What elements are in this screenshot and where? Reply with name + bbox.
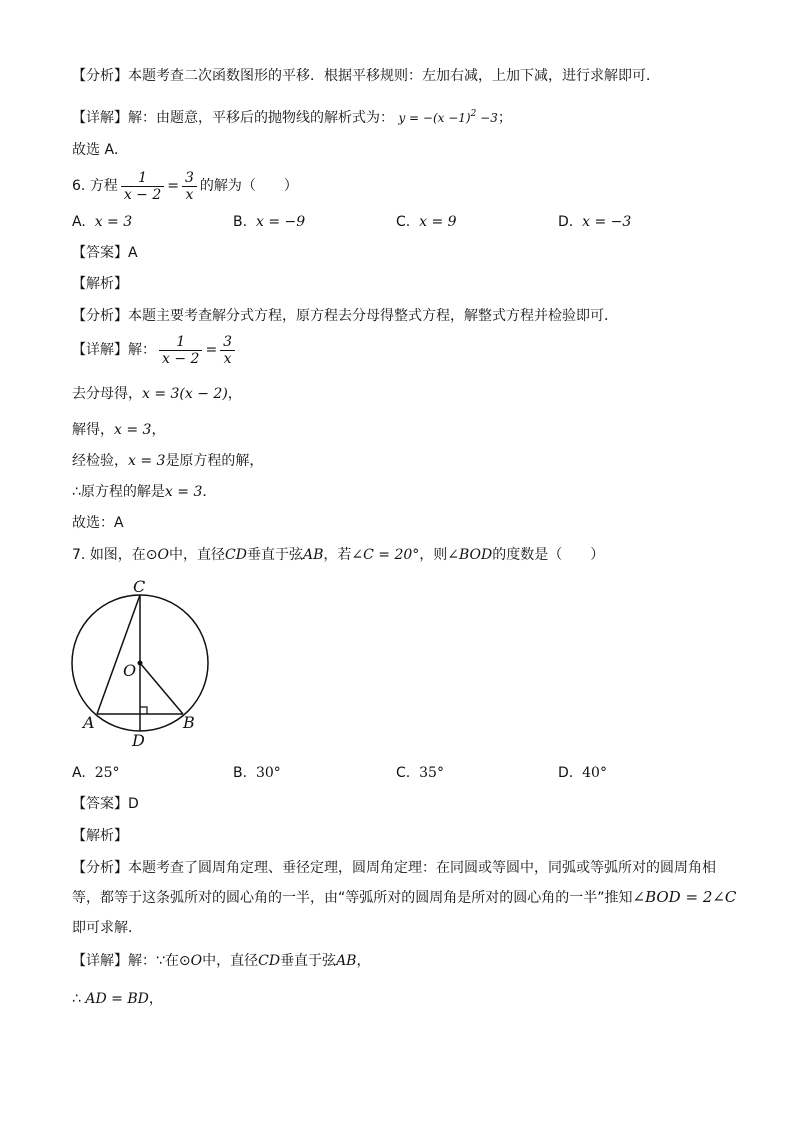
- q7-analysis-line3: 即可求解．: [72, 920, 142, 936]
- label-c: C: [133, 577, 146, 596]
- fraction-left: $\frac{1}{x - 2}$: [159, 334, 202, 367]
- fraction-left: $\frac{1}{x - 2}$: [121, 170, 164, 203]
- q6-option-d: D. x = −3: [558, 214, 632, 230]
- detail-text: 解：由题意，平移后的抛物线的解析式为：: [128, 110, 394, 126]
- q6-step2: 解得，x = 3，: [72, 422, 166, 438]
- q6-choice: 故选：A: [72, 515, 124, 531]
- stem-suffix: 的解为（ ）: [199, 178, 298, 194]
- segment-ob: [140, 663, 183, 714]
- q5-detail: [72, 104, 512, 128]
- segment-ca: [97, 595, 140, 714]
- q6-option-c: C. x = 9: [396, 214, 457, 230]
- q6-step1: 去分母得，x = 3(x − 2)，: [72, 386, 242, 402]
- q7-option-a: A. 25°: [72, 765, 120, 781]
- q5-analysis: [72, 66, 660, 86]
- label-a: A: [83, 713, 95, 732]
- q7-answer: 【答案】D: [72, 796, 139, 812]
- q7-option-b: B. 30°: [233, 765, 281, 781]
- fraction-right: $\frac{3}{x}$: [220, 334, 235, 367]
- q7-stem: 7. 如图，在⊙O中，直径CD垂直于弦AB，若∠C = 20°，则∠BOD的度数是（ ）: [72, 547, 605, 563]
- q6-option-a: A. x = 3: [72, 214, 133, 230]
- label-o: O: [123, 661, 137, 680]
- detail-end: ；: [497, 110, 512, 126]
- right-angle-mark: [140, 707, 147, 714]
- label-d: D: [132, 731, 145, 750]
- analysis-text: 本题考查二次函数图形的平移．根据平移规则：左加右减，上加下减，进行求解即可．: [128, 68, 660, 84]
- center-point: [138, 661, 143, 666]
- q6-step4: ∴原方程的解是x = 3．: [72, 484, 217, 500]
- q6-option-b: B. x = −9: [233, 214, 306, 230]
- q7-option-d: D. 40°: [558, 765, 607, 781]
- label-b: B: [183, 713, 195, 732]
- q7-explain-tag: 【解析】: [72, 828, 128, 844]
- question-number: 6.: [72, 178, 86, 194]
- q7-arc-equality: ∴ AD = BD，: [72, 991, 163, 1007]
- detail-tag: 【详解】: [72, 110, 128, 126]
- fraction-right: $\frac{3}{x}$: [182, 170, 197, 203]
- q6-answer: 【答案】A: [72, 245, 138, 261]
- analysis-tag: 【分析】: [72, 68, 128, 84]
- q6-detail: 【详解】解： $\frac{1}{x - 2}$ = $\frac{3}{x}$: [72, 332, 238, 368]
- q7-option-c: C. 35°: [396, 765, 444, 781]
- q7-analysis-line2: 等，都等于这条弧所对的圆心角的一半，由“等弧所对的圆周角是所对的圆心角的一半”推知∠BOD = 2∠C: [72, 888, 737, 906]
- q5-choice: 故选 A．: [72, 142, 129, 158]
- stem-text: 方程: [89, 178, 118, 194]
- circle-figure: [60, 572, 230, 752]
- parabola-formula: $y = -(x -1)^2 -3$: [398, 109, 498, 125]
- q6-explain-tag: 【解析】: [72, 276, 128, 292]
- q7-detail: 【详解】解：∵在⊙O中，直径CD垂直于弦AB，: [72, 953, 371, 969]
- q6-analysis: 【分析】本题主要考查解分式方程，原方程去分母得整式方程，解整式方程并检验即可．: [72, 308, 618, 324]
- q6-step3: 经检验，x = 3是原方程的解，: [72, 453, 264, 469]
- q7-analysis-line1: 【分析】本题考查了圆周角定理、垂径定理，圆周角定理：在同圆或等圆中，同弧或等弧所对的圆周角相: [72, 860, 716, 876]
- equals-sign: =: [167, 178, 179, 194]
- q6-stem: [72, 168, 298, 204]
